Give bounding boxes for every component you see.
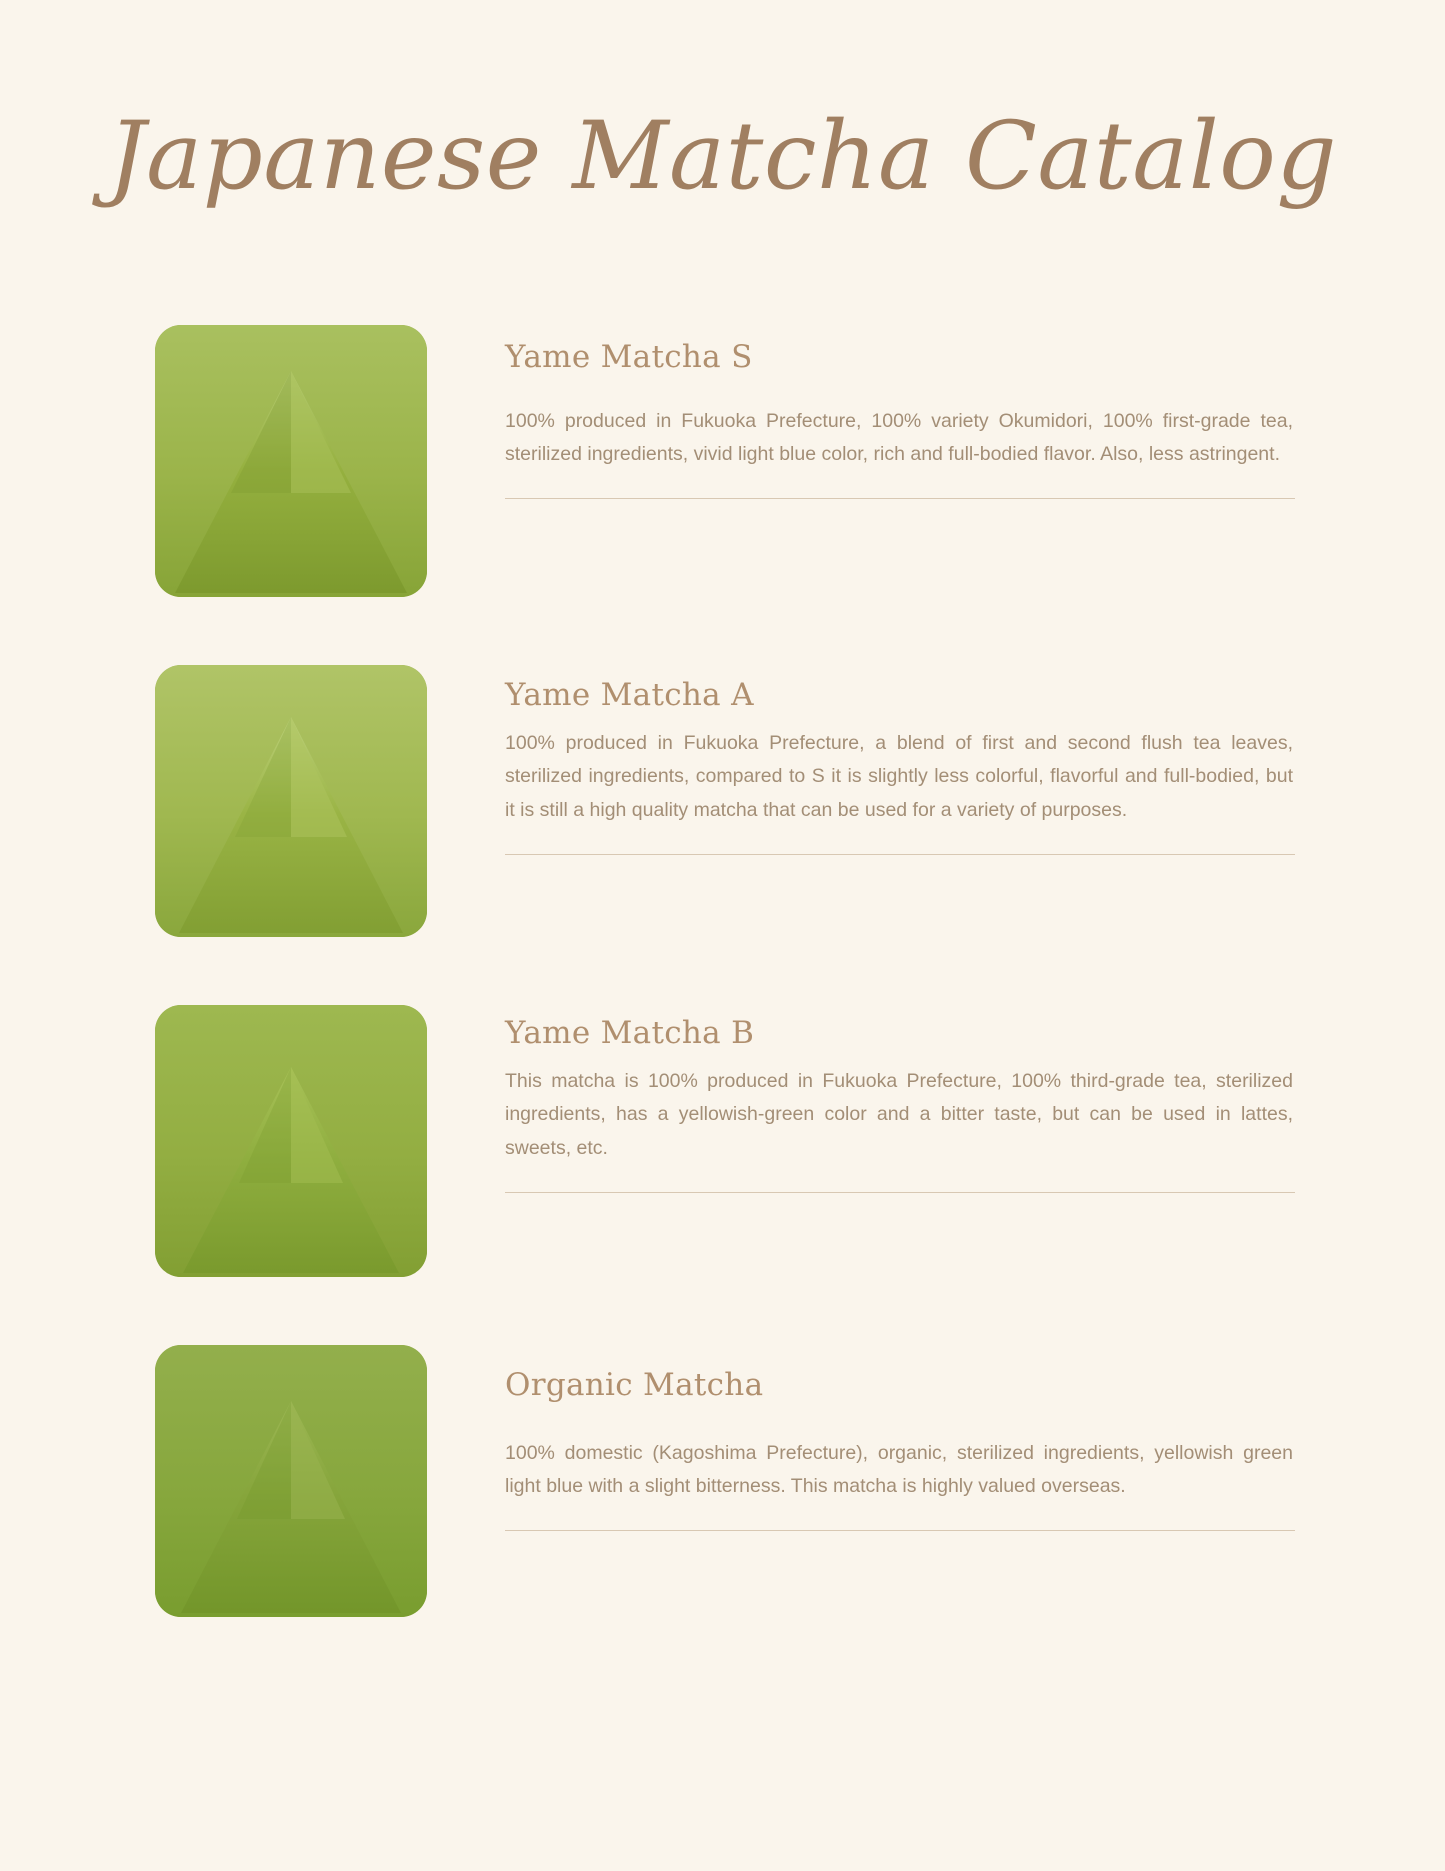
matcha-powder-mound-icon — [155, 325, 427, 597]
item-description: 100% domestic (Kagoshima Prefecture), organic, sterilized ingredients, yellowish green light blue with a slight bitterness. This matcha is highly valued overseas. — [505, 1441, 1293, 1498]
item-title: Yame Matcha B — [505, 1014, 755, 1051]
item-description: 100% produced in Fukuoka Prefecture, a blend of first and second flush tea leaves, sterilized ingredients, compared to S it is slightly less colorful, flavorful and full-bodied, but it is still a high quality matcha that can be used for a variety of purposes. — [505, 731, 1293, 822]
list-item — [155, 1005, 1295, 1277]
page-title: Japanese Matcha Catalog — [107, 102, 1338, 211]
item-divider — [505, 498, 1295, 499]
matcha-powder-mound-icon — [155, 1005, 427, 1277]
item-description: This matcha is 100% produced in Fukuoka Prefecture, 100% third-grade tea, sterilized ingredients, has a yellowish-green color and a bitter taste, but can be used in lattes, sweets, etc. — [505, 1069, 1293, 1160]
item-body — [427, 665, 1295, 855]
item-title: Yame Matcha S — [505, 338, 753, 375]
matcha-powder-mound-icon — [155, 665, 427, 937]
list-item — [155, 1345, 1295, 1617]
item-title: Organic Matcha — [505, 1366, 764, 1403]
catalog-list — [0, 325, 1445, 1617]
matcha-powder-mound-photo — [155, 325, 427, 597]
matcha-powder-mound-icon — [155, 1345, 427, 1617]
item-body — [427, 325, 1295, 499]
matcha-powder-mound-photo — [155, 1345, 427, 1617]
item-divider — [505, 854, 1295, 855]
item-divider — [505, 1530, 1295, 1531]
item-description: 100% produced in Fukuoka Prefecture, 100% variety Okumidori, 100% first-grade tea, sterilized ingredients, vivid light blue color, rich and full-bodied flavor. Also, less astringent. — [505, 409, 1293, 466]
matcha-powder-mound-photo — [155, 1005, 427, 1277]
item-divider — [505, 1192, 1295, 1193]
matcha-powder-mound-photo — [155, 665, 427, 937]
item-body — [427, 1345, 1295, 1531]
list-item — [155, 665, 1295, 937]
item-body — [427, 1005, 1295, 1193]
list-item — [155, 325, 1295, 597]
item-title: Yame Matcha A — [505, 676, 754, 713]
